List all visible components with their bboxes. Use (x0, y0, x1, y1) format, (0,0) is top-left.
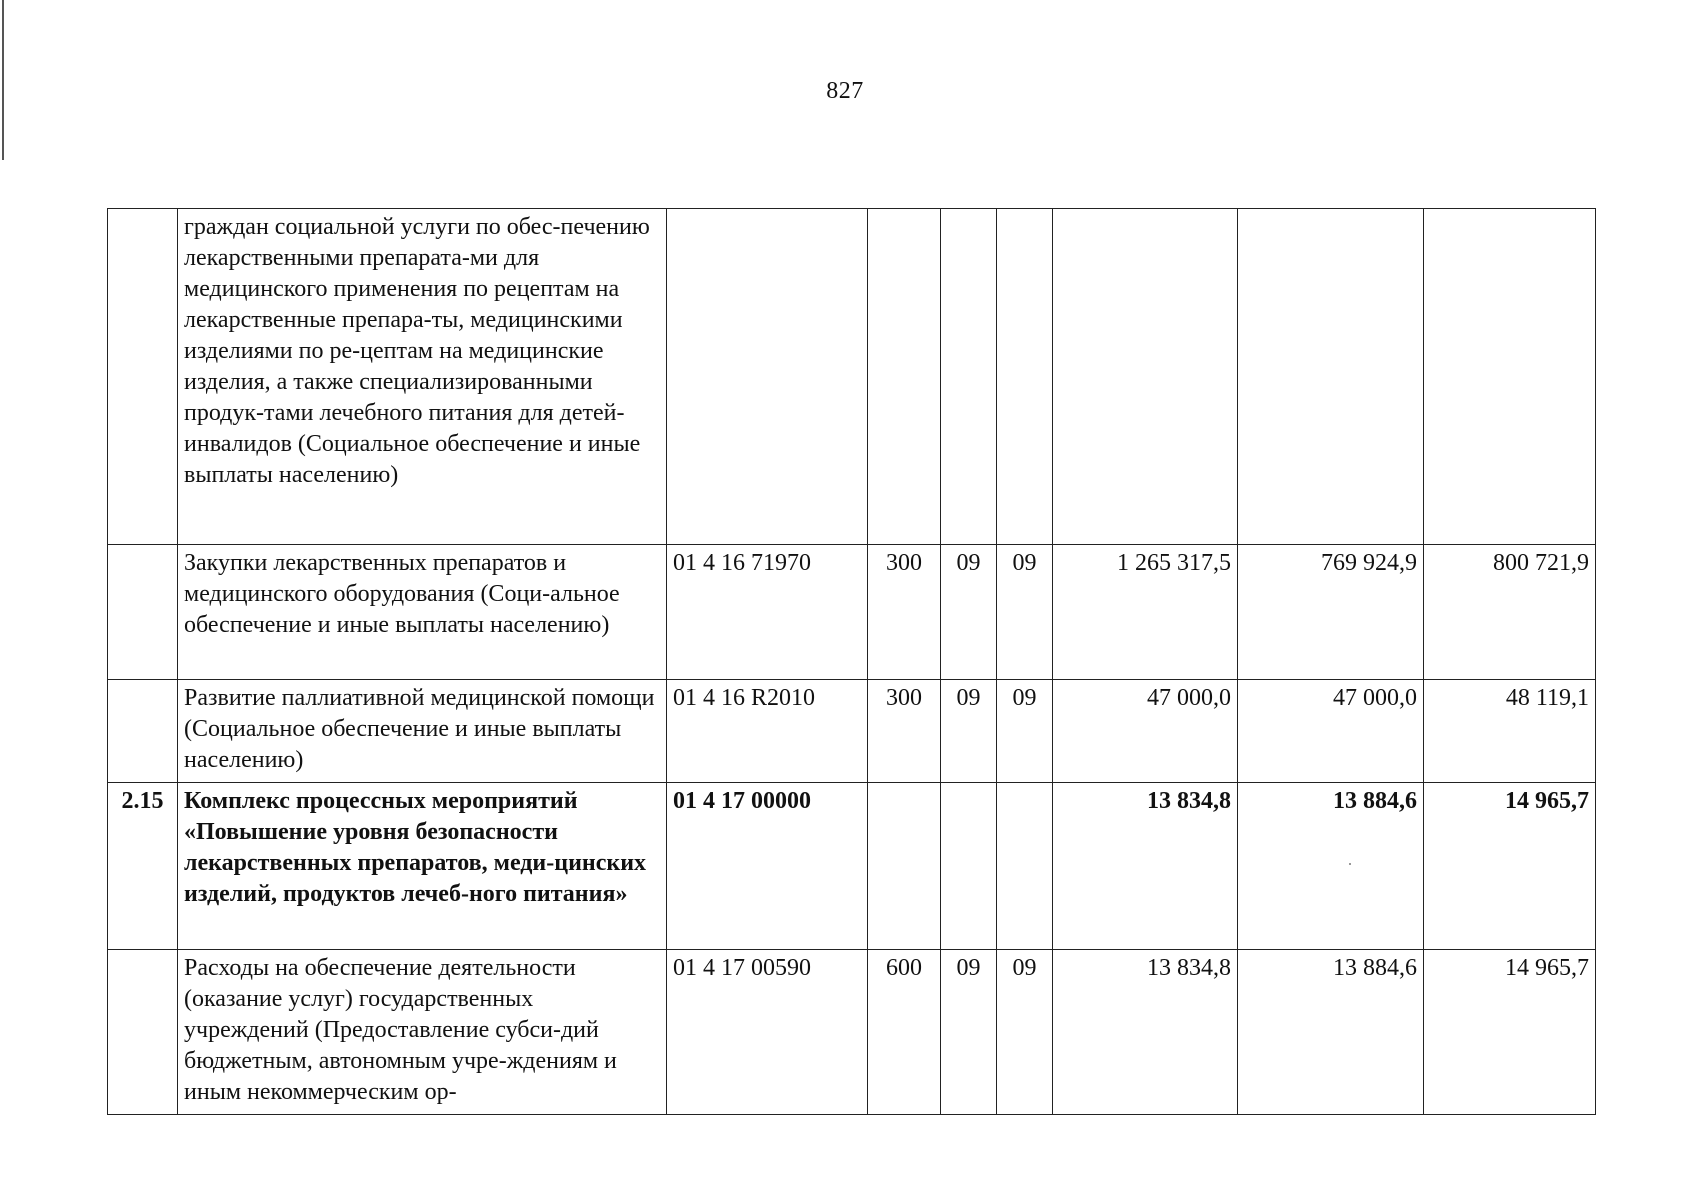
table-row (108, 950, 1596, 1115)
amount-year-2 (1238, 783, 1424, 950)
amount-year-1: 13 834,8 (1053, 950, 1238, 1115)
row-description: Расходы на обеспечение деятельности (оказание услуг) государственных учреждений (Предоставление субси-дий бюджетным, автономным учре-ждениям и иным некоммерческим ор- (178, 950, 667, 1115)
section-code: 09 (941, 950, 997, 1115)
row-number: 2.15 (108, 783, 178, 950)
row-number (108, 950, 178, 1115)
amount-year-1: 13 834,8 (1053, 783, 1238, 950)
amount-year-3: 48 119,1 (1424, 680, 1596, 783)
amount-year-2: 47 000,0 (1238, 680, 1424, 783)
section-code: 09 (941, 680, 997, 783)
expense-type: 300 (868, 545, 941, 680)
amount-year-3: 14 965,7 (1424, 950, 1596, 1115)
subsection-code: 09 (997, 950, 1053, 1115)
table-row (108, 209, 1596, 545)
subsection-code (997, 783, 1053, 950)
amount-year-2: 13 884,6 (1238, 950, 1424, 1115)
subsection-code (997, 209, 1053, 545)
section-code: 09 (941, 545, 997, 680)
target-article-code: 01 4 16 R2010 (667, 680, 868, 783)
amount-year-3: 14 965,7 (1424, 783, 1596, 950)
amount-year-1: 47 000,0 (1053, 680, 1238, 783)
table-row (108, 545, 1596, 680)
row-description: граждан социальной услуги по обес-печению лекарственными препарата-ми для медицинского применения по рецептам на лекарственные препара-ты, медицинскими изделиями по ре-цептам на медицинские изделия, а также специализированными продук-тами лечебного питания для детей-инвалидов (Социальное обеспечение и иные выплаты населению) (178, 209, 667, 545)
target-article-code: 01 4 17 00590 (667, 950, 868, 1115)
amount-year-2 (1238, 209, 1424, 545)
table-row (108, 680, 1596, 783)
amount-year-2-value: 13 884,6 (1333, 788, 1417, 814)
row-number (108, 209, 178, 545)
table-row-section (108, 783, 1596, 950)
scan-speck (1349, 863, 1351, 865)
row-description: Закупки лекарственных препаратов и медицинского оборудования (Соци-альное обеспечение и иные выплаты населению) (178, 545, 667, 680)
target-article-code: 01 4 16 71970 (667, 545, 868, 680)
target-article-code (667, 209, 868, 545)
section-code (941, 209, 997, 545)
expense-type (868, 209, 941, 545)
subsection-code: 09 (997, 680, 1053, 783)
expense-type (868, 783, 941, 950)
amount-year-3: 800 721,9 (1424, 545, 1596, 680)
page-number: 827 (826, 78, 864, 104)
row-number (108, 545, 178, 680)
row-number (108, 680, 178, 783)
expense-type: 600 (868, 950, 941, 1115)
row-description: Развитие паллиативной медицинской помощи (Социальное обеспечение и иные выплаты населению) (178, 680, 667, 783)
target-article-code: 01 4 17 00000 (667, 783, 868, 950)
section-code (941, 783, 997, 950)
expense-type: 300 (868, 680, 941, 783)
amount-year-3 (1424, 209, 1596, 545)
amount-year-2: 769 924,9 (1238, 545, 1424, 680)
subsection-code: 09 (997, 545, 1053, 680)
amount-year-1 (1053, 209, 1238, 545)
budget-table (107, 208, 1596, 1115)
row-description: Комплекс процессных мероприятий «Повышение уровня безопасности лекарственных препаратов, меди-цинских изделий, продуктов лечеб-ного питания» (178, 783, 667, 950)
amount-year-1: 1 265 317,5 (1053, 545, 1238, 680)
